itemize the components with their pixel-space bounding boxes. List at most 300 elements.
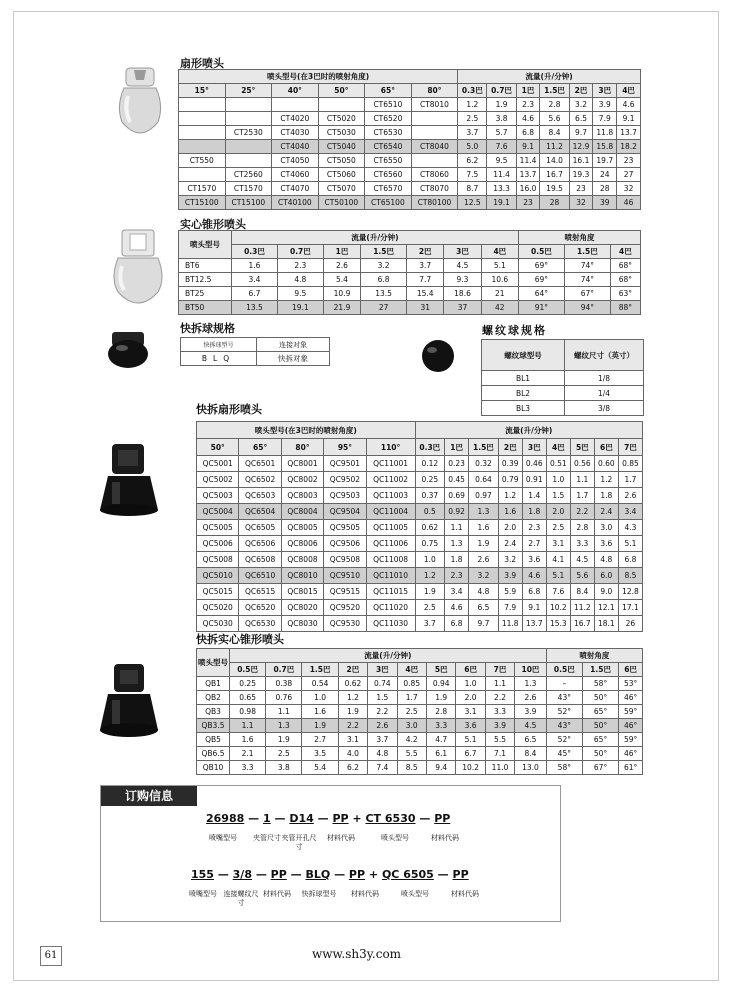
table-cell: 11.4 (516, 154, 540, 168)
column-header: 5巴 (570, 439, 594, 456)
table-cell: 4.8 (594, 552, 618, 568)
column-header: 50° (318, 84, 365, 98)
table-cell: 9.0 (594, 584, 618, 600)
table-cell: 9.1 (516, 140, 540, 154)
table-cell: 12.1 (594, 600, 618, 616)
table-cell: 7.6 (487, 140, 516, 154)
table-cell: 9.5 (277, 287, 323, 301)
table-cell: 3.9 (498, 568, 522, 584)
table-cell: 3.7 (415, 616, 445, 632)
table-cell: 0.74 (368, 677, 397, 691)
table-cell: QC8003 (281, 488, 323, 504)
column-header: 4巴 (397, 663, 426, 677)
table-cell: QC9530 (324, 616, 366, 632)
code2-sep6: — (437, 868, 449, 881)
qc-cone-table (196, 648, 643, 775)
table-cell: 7.5 (458, 168, 487, 182)
table-cell: BT6 (179, 259, 232, 273)
table-cell: 46° (619, 747, 643, 761)
table-cell: 50° (582, 719, 618, 733)
table-cell: CT4070 (272, 182, 319, 196)
table-cell: 91° (518, 301, 564, 315)
table-cell: CT40100 (272, 196, 319, 210)
table-cell: QC5008 (197, 552, 239, 568)
column-header: 1.5巴 (564, 245, 610, 259)
table-cell: CT6530 (365, 126, 412, 140)
table-cell: CT6540 (365, 140, 412, 154)
column-header: 1.5巴 (302, 663, 338, 677)
table-row (197, 600, 643, 616)
table-cell: 45° (546, 747, 582, 761)
table-cell (318, 98, 365, 112)
column-header: 4巴 (546, 439, 570, 456)
table-cell: QC9506 (324, 536, 366, 552)
column-header: 喷头型号(在3巴时的喷射角度) (197, 422, 416, 439)
table-cell: 3.1 (456, 705, 485, 719)
code1-label-6: 材料代码 (431, 834, 459, 842)
code2-part6: QC 6505 (381, 868, 434, 881)
table-cell: 11.0 (485, 761, 514, 775)
table-cell: 6.7 (456, 747, 485, 761)
table-cell (179, 140, 226, 154)
table-cell: 0.5 (415, 504, 445, 520)
table-cell: 0.12 (415, 456, 445, 472)
table-cell: 4.3 (618, 520, 642, 536)
column-header: 4巴 (481, 245, 518, 259)
table-cell: 2.6 (515, 691, 546, 705)
table-cell: 3.7 (368, 733, 397, 747)
column-header: 4巴 (617, 84, 641, 98)
table-cell: CT8060 (411, 168, 458, 182)
table-cell: 0.56 (570, 456, 594, 472)
table-cell: 1.2 (498, 488, 522, 504)
table-cell: 2.6 (618, 488, 642, 504)
table-cell (225, 154, 272, 168)
code2-label-7: 材料代码 (451, 890, 479, 898)
column-header: 2巴 (338, 663, 367, 677)
code1-sep5: — (419, 812, 431, 825)
table-cell: 18.6 (444, 287, 481, 301)
table-cell: QC5003 (197, 488, 239, 504)
table-cell: CT5030 (318, 126, 365, 140)
table-row (197, 584, 643, 600)
table-cell: 2.5 (397, 705, 426, 719)
table-cell: 3.4 (232, 273, 278, 287)
table-cell: 1.7 (570, 488, 594, 504)
column-header: 40° (272, 84, 319, 98)
fan-nozzle-photo (112, 66, 168, 144)
table-cell: CT5040 (318, 140, 365, 154)
table-cell: 1.9 (469, 536, 499, 552)
column-header: 1巴 (445, 439, 469, 456)
code2-label-4: 快拆球型号 (301, 890, 337, 898)
table-cell: QC5006 (197, 536, 239, 552)
code2-label-6: 喷头型号 (401, 890, 429, 898)
table-cell: 0.51 (546, 456, 570, 472)
table-cell: 13.7 (516, 168, 540, 182)
table-cell: 39 (593, 196, 617, 210)
table-cell: 0.64 (469, 472, 499, 488)
table-cell (179, 168, 226, 182)
table-cell: 2.2 (338, 719, 367, 733)
table-cell: 1.3 (515, 677, 546, 691)
table-cell: 2.5 (546, 520, 570, 536)
table-cell: 10.2 (546, 600, 570, 616)
table-cell: CT1570 (225, 182, 272, 196)
code2-sep2: — (255, 868, 267, 881)
table-cell: CT5060 (318, 168, 365, 182)
table-cell: 59° (619, 733, 643, 747)
table-cell: 11.2 (570, 600, 594, 616)
table-cell: 4.8 (368, 747, 397, 761)
table-cell: 27 (617, 168, 641, 182)
table-cell: QC5001 (197, 456, 239, 472)
table-cell: 19.7 (593, 154, 617, 168)
code1-label-5: 喷头型号 (381, 834, 409, 842)
table-cell: BT25 (179, 287, 232, 301)
column-header: 6巴 (619, 663, 643, 677)
code2-sep4: — (334, 868, 346, 881)
table-cell: 2.2 (570, 504, 594, 520)
table-header-row (179, 231, 641, 245)
table-cell: 3.0 (397, 719, 426, 733)
column-header: 0.7巴 (487, 84, 516, 98)
qc-fan-title: 快拆扇形喷头 (196, 403, 262, 416)
code2-part3: PP (270, 868, 287, 881)
table-cell: 63° (610, 287, 640, 301)
table-cell: QC8030 (281, 616, 323, 632)
table-cell: 17.1 (618, 600, 642, 616)
table-cell: 74° (564, 259, 610, 273)
table-cell: QB6.5 (197, 747, 230, 761)
table-cell: 68° (610, 259, 640, 273)
table-cell: 7.9 (593, 112, 617, 126)
column-header: 1.5巴 (469, 439, 499, 456)
table-cell: QC11010 (366, 568, 415, 584)
code1-label-4: 材料代码 (327, 834, 355, 842)
table-row (197, 552, 643, 568)
column-header: 80° (411, 84, 458, 98)
quick-ball-title: 快拆球规格 (180, 322, 235, 335)
column-header: 0.5巴 (518, 245, 564, 259)
code1-sep1: — (248, 812, 260, 825)
code2-label-1: 喷嘴型号 (189, 890, 217, 898)
table-cell: 3.3 (426, 719, 455, 733)
table-cell: QC11002 (366, 472, 415, 488)
table-cell: 67° (564, 287, 610, 301)
table-cell: QB1 (197, 677, 230, 691)
code1-sep2: — (274, 812, 286, 825)
table-cell: CT80100 (411, 196, 458, 210)
table-cell: 0.23 (445, 456, 469, 472)
table-cell: 68° (610, 273, 640, 287)
column-header: 1.5巴 (540, 84, 569, 98)
table-cell: 46° (619, 691, 643, 705)
table-cell: 67° (582, 761, 618, 775)
table-cell: 5.4 (302, 761, 338, 775)
code1-sep4: + (352, 812, 362, 825)
table-cell: QB3.5 (197, 719, 230, 733)
table-cell: 6.8 (445, 616, 469, 632)
table-cell: 0.60 (594, 456, 618, 472)
table-cell (411, 154, 458, 168)
column-header: 流量(升/分钟) (415, 422, 643, 439)
table-cell: 14.0 (540, 154, 569, 168)
cone-table (178, 230, 641, 315)
table-cell: QB3 (197, 705, 230, 719)
column-header: 15° (179, 84, 226, 98)
code2-part7: PP (452, 868, 469, 881)
table-header-row (179, 84, 641, 98)
table-cell: 2.8 (426, 705, 455, 719)
table-cell: 15.4 (407, 287, 444, 301)
table-row (197, 488, 643, 504)
table-cell: 9.4 (426, 761, 455, 775)
table-cell: CT8070 (411, 182, 458, 196)
table-cell: QC11020 (366, 600, 415, 616)
table-cell (225, 98, 272, 112)
table-cell: 4.6 (522, 568, 546, 584)
table-cell: 0.38 (266, 677, 302, 691)
code2-sep3: — (290, 868, 302, 881)
table-cell: 46° (619, 719, 643, 733)
table-cell: 6.7 (232, 287, 278, 301)
table-cell: 52° (546, 733, 582, 747)
table-cell: 0.79 (498, 472, 522, 488)
column-header: 0.7巴 (277, 245, 323, 259)
column-header: 65° (239, 439, 281, 456)
table-cell: 7.1 (485, 747, 514, 761)
table-cell: 19.5 (540, 182, 569, 196)
column-header: 喷头型号 (197, 649, 230, 677)
column-header: 3巴 (593, 84, 617, 98)
table-cell: 4.5 (515, 719, 546, 733)
table-cell: 50° (582, 691, 618, 705)
table-cell: CT5070 (318, 182, 365, 196)
table-cell: 5.5 (485, 733, 514, 747)
table-cell: 46 (617, 196, 641, 210)
table-cell: CT4060 (272, 168, 319, 182)
table-cell: 4.1 (546, 552, 570, 568)
table-cell: QC5004 (197, 504, 239, 520)
table-cell: 2.5 (266, 747, 302, 761)
table-cell: 1.6 (498, 504, 522, 520)
table-cell: 1.2 (594, 472, 618, 488)
quick-ball-model: BLQ (181, 352, 257, 366)
table-cell: 0.85 (397, 677, 426, 691)
table-row (179, 273, 641, 287)
table-cell: 69° (518, 259, 564, 273)
thread-ball-title: 螺纹球规格 (482, 324, 547, 337)
table-cell: 1.3 (445, 536, 469, 552)
table-row (482, 386, 644, 401)
table-cell: 61° (619, 761, 643, 775)
code1-part2: 1 (262, 812, 271, 825)
table-cell: 1.6 (469, 520, 499, 536)
table-cell: 7.4 (368, 761, 397, 775)
table-cell: CT4020 (272, 112, 319, 126)
table-cell: 0.98 (230, 705, 266, 719)
table-cell: 5.6 (540, 112, 569, 126)
table-row (197, 747, 643, 761)
table-cell: 3.6 (522, 552, 546, 568)
column-header: 0.3巴 (415, 439, 445, 456)
table-cell: 6.8 (522, 584, 546, 600)
table-cell: 2.6 (323, 259, 360, 273)
table-cell: QC5002 (197, 472, 239, 488)
code2-part5: PP (348, 868, 366, 881)
column-header: 25° (225, 84, 272, 98)
table-cell: 50° (582, 747, 618, 761)
order-code-line-1 (206, 812, 450, 825)
table-cell: 1.2 (338, 691, 367, 705)
table-cell: 13.7 (617, 126, 641, 140)
table-cell: 13.7 (522, 616, 546, 632)
table-cell: 74° (564, 273, 610, 287)
qc-fan-nozzle-photo (98, 440, 168, 520)
table-cell: CT15100 (179, 196, 226, 210)
table-cell: 3.3 (485, 705, 514, 719)
table-cell: 4.6 (516, 112, 540, 126)
table-cell: 6.8 (361, 273, 407, 287)
table-cell: BL1 (482, 371, 565, 386)
table-cell: 3.8 (487, 112, 516, 126)
table-cell: QC6505 (239, 520, 281, 536)
table-cell (411, 112, 458, 126)
column-header: 65° (365, 84, 412, 98)
table-cell: 3.3 (570, 536, 594, 552)
column-header: 喷头型号(在3巴时的喷射角度) (179, 70, 458, 84)
table-cell: 3.6 (594, 536, 618, 552)
column-header: 7巴 (618, 439, 642, 456)
table-cell: CT6560 (365, 168, 412, 182)
table-cell: 2.8 (570, 520, 594, 536)
table-cell: QC8008 (281, 552, 323, 568)
table-cell: 2.1 (230, 747, 266, 761)
cone-title: 实心锥形喷头 (180, 218, 246, 231)
table-cell: 16.7 (540, 168, 569, 182)
table-cell: 5.9 (498, 584, 522, 600)
table-cell: 4.5 (444, 259, 481, 273)
quick-ball-hdr-connect: 连接对象 (257, 338, 330, 352)
table-cell: 1.0 (456, 677, 485, 691)
table-cell: 0.85 (618, 456, 642, 472)
table-cell: CT5050 (318, 154, 365, 168)
table-cell: 4.8 (469, 584, 499, 600)
table-cell: 1.1 (445, 520, 469, 536)
table-cell: 10.6 (481, 273, 518, 287)
table-row (482, 401, 644, 416)
table-cell: 8.4 (540, 126, 569, 140)
column-header: 1巴 (516, 84, 540, 98)
table-row (482, 371, 644, 386)
table-cell: 1.9 (415, 584, 445, 600)
table-cell: 1.2 (415, 568, 445, 584)
table-cell: 11.2 (540, 140, 569, 154)
table-cell: QC11015 (366, 584, 415, 600)
table-cell: QC5010 (197, 568, 239, 584)
table-cell: 11.8 (498, 616, 522, 632)
table-cell: 5.5 (397, 747, 426, 761)
table-cell: 0.54 (302, 677, 338, 691)
table-cell: 0.97 (469, 488, 499, 504)
table-cell: CT8040 (411, 140, 458, 154)
table-cell: 12.5 (458, 196, 487, 210)
table-cell: 28 (593, 182, 617, 196)
table-cell: 32 (569, 196, 593, 210)
code2-part2: 3/8 (232, 868, 252, 881)
table-cell: 16.0 (516, 182, 540, 196)
table-row (179, 301, 641, 315)
table-cell: QC8001 (281, 456, 323, 472)
table-row (179, 259, 641, 273)
quick-ball-connect: 快拆对象 (257, 352, 330, 366)
table-cell: 5.6 (570, 568, 594, 584)
code2-sep5: + (368, 868, 379, 881)
column-header: 喷射角度 (546, 649, 642, 663)
column-header: 95° (324, 439, 366, 456)
table-cell: 1.3 (266, 719, 302, 733)
table-cell: 2.4 (594, 504, 618, 520)
table-cell: 3.7 (407, 259, 444, 273)
table-row (179, 154, 641, 168)
table-cell: 37 (444, 301, 481, 315)
order-code-line-2 (191, 868, 469, 881)
table-cell: QC6520 (239, 600, 281, 616)
order-title: 订购信息 (101, 786, 197, 806)
table-cell: 52° (546, 705, 582, 719)
table-cell: 4.5 (570, 552, 594, 568)
table-cell: 7.6 (546, 584, 570, 600)
table-cell: 9.7 (569, 126, 593, 140)
table-cell: 1.7 (618, 472, 642, 488)
table-cell: – (546, 677, 582, 691)
table-cell: 2.3 (445, 568, 469, 584)
table-row (179, 196, 641, 210)
table-cell: 1.1 (485, 677, 514, 691)
code1-part3: D14 (289, 812, 314, 825)
table-cell: QC6506 (239, 536, 281, 552)
table-cell: QC6501 (239, 456, 281, 472)
table-cell: 1.9 (426, 691, 455, 705)
column-header: 流量(升/分钟) (458, 70, 641, 84)
table-cell: 1.8 (594, 488, 618, 504)
column-header: 0.3巴 (458, 84, 487, 98)
table-cell: 10.2 (456, 761, 485, 775)
quick-ball-photo (104, 330, 152, 370)
table-cell: 3.4 (445, 584, 469, 600)
table-cell: 16.1 (569, 154, 593, 168)
table-cell: 15.8 (593, 140, 617, 154)
table-cell: QC9502 (324, 472, 366, 488)
table-cell: 6.8 (618, 552, 642, 568)
table-cell: 11.8 (593, 126, 617, 140)
table-cell (411, 126, 458, 140)
column-header: 喷头型号 (179, 231, 232, 259)
table-cell: 1.6 (302, 705, 338, 719)
table-cell: QC11006 (366, 536, 415, 552)
table-cell (272, 98, 319, 112)
table-cell: 1.0 (415, 552, 445, 568)
table-cell: 1.0 (546, 472, 570, 488)
table-cell: 1.8 (445, 552, 469, 568)
table-row (179, 112, 641, 126)
table-cell: QC6503 (239, 488, 281, 504)
table-cell: QC6508 (239, 552, 281, 568)
table-cell: 3.1 (546, 536, 570, 552)
column-header: 110° (366, 439, 415, 456)
table-cell: CT4040 (272, 140, 319, 154)
